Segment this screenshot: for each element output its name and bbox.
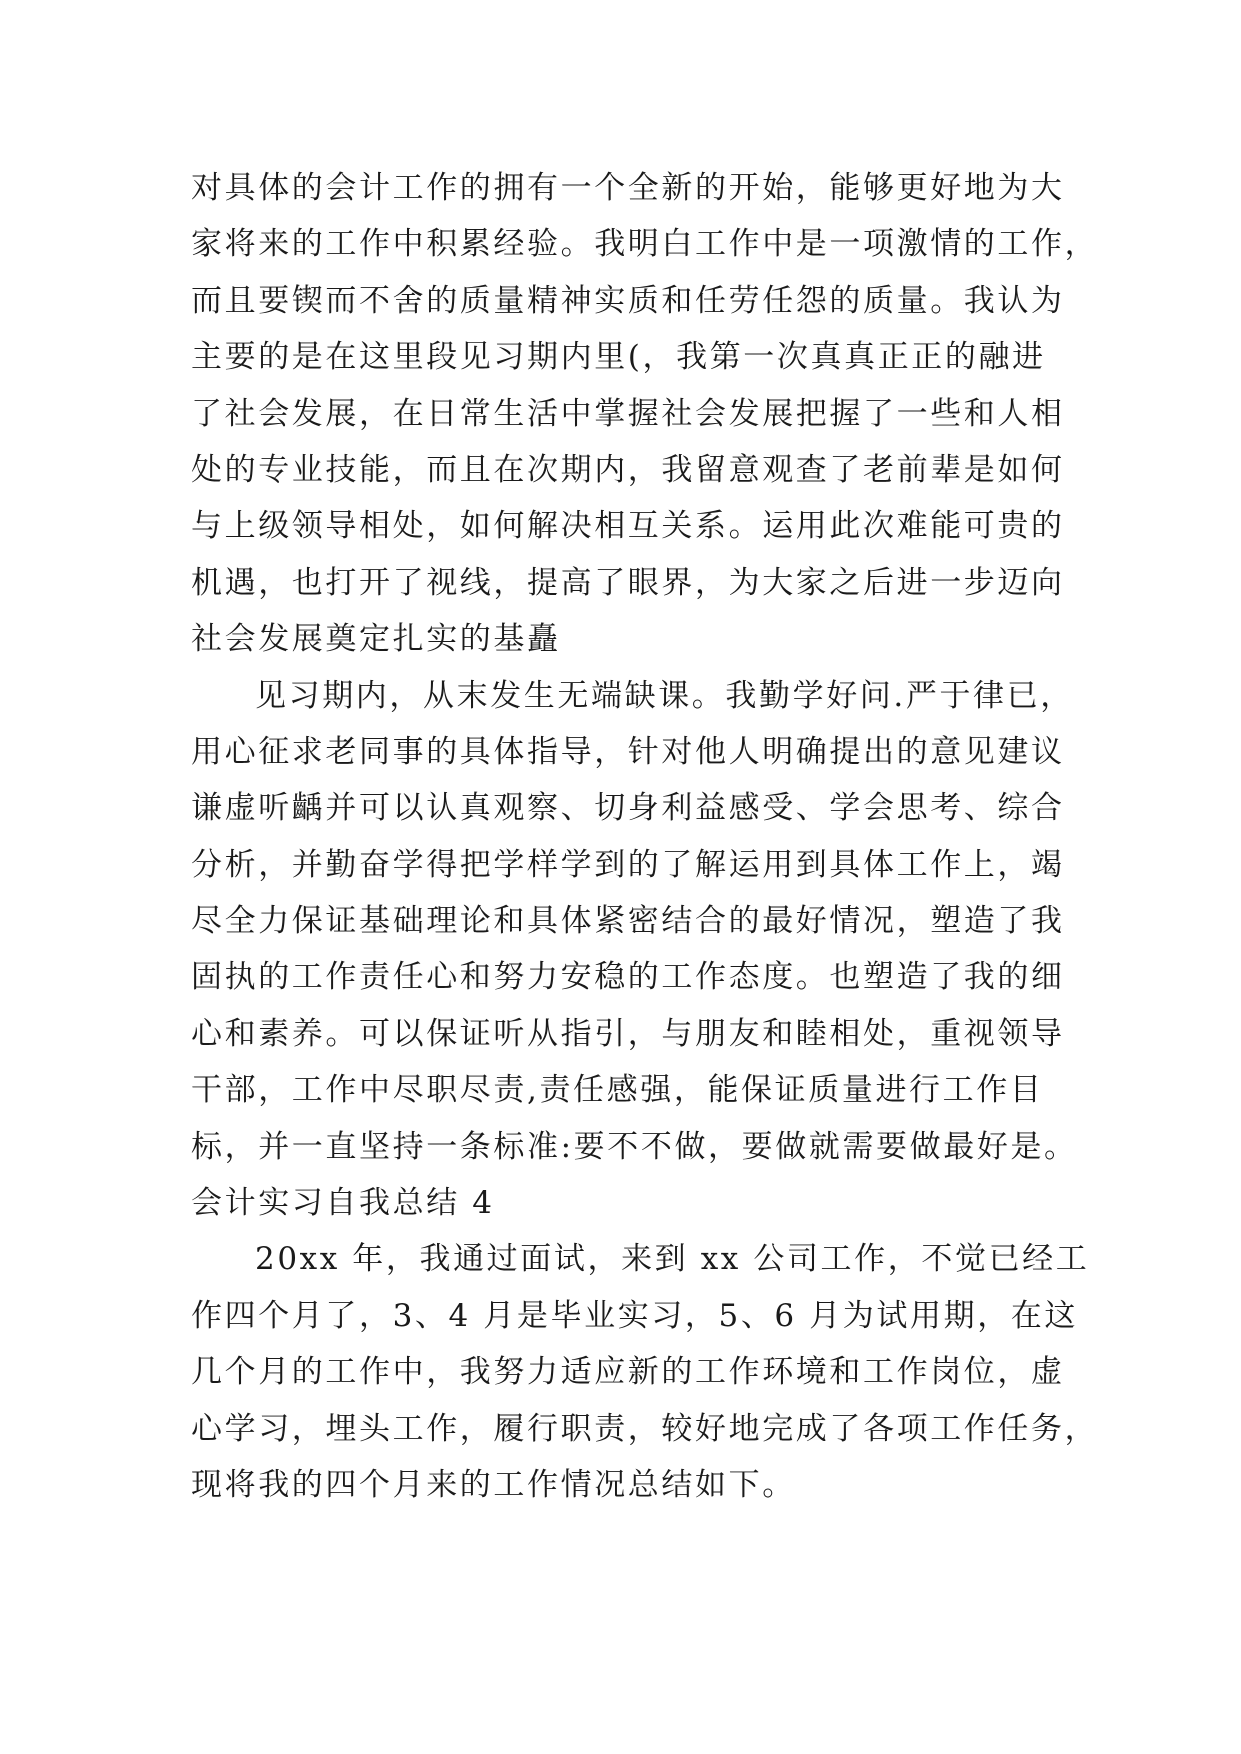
text-line: 干部，工作中尽职尽责,责任感强，能保证质量进行工作目 (191, 1072, 1044, 1109)
text-line: 而且要锲而不舍的质量精神实质和任劳任怨的质量。我认为 (191, 282, 1065, 319)
document-body (191, 160, 1099, 1513)
text-line: 与上级领导相处，如何解决相互关系。运用此次难能可贵的 (191, 508, 1065, 545)
text-line: 心和素养。可以保证听从指引，与朋友和睦相处，重视领导 (191, 1015, 1065, 1052)
text-line: 20xx 年，我通过面试，来到 xx 公司工作，不觉已经工 (255, 1241, 1090, 1278)
text-line: 谦虚听齲并可以认真观察、切身利益感受、学会思考、综合 (191, 790, 1065, 827)
text-line: 处的专业技能，而且在次期内，我留意观查了老前辈是如何 (191, 451, 1065, 488)
text-line: 固执的工作责任心和努力安稳的工作态度。也塑造了我的细 (191, 959, 1065, 996)
text-line: 对具体的会计工作的拥有一个全新的开始，能够更好地为大 (191, 170, 1065, 206)
text-line: 分析，并勤奋学得把学样学到的了解运用到具体工作上，竭 (191, 846, 1065, 883)
text-line: 用心征求老同事的具体指导，针对他人明确提出的意见建议 (191, 733, 1065, 770)
text-line: 作四个月了，3、4 月是毕业实习，5、6 月为试用期，在这 (191, 1297, 1078, 1334)
text-line: 尽全力保证基础理论和具体紧密结合的最好情况，塑造了我 (191, 903, 1065, 940)
text-line: 现将我的四个月来的工作情况总结如下。 (191, 1466, 796, 1503)
text-line: 社会发展奠定扎实的基矗 (191, 621, 561, 658)
text-line: 会计实习自我总结 4 (191, 1185, 495, 1222)
text-line: 见习期内，从末发生无端缺课。我勤学好问.严于律已， (255, 677, 1074, 714)
text-line: 几个月的工作中，我努力适应新的工作环境和工作岗位，虚 (191, 1354, 1065, 1391)
text-line: 机遇，也打开了视线，提高了眼界，为大家之后进一步迈向 (191, 564, 1065, 601)
text-line: 主要的是在这里段见习期内里(，我第一次真真正正的融进 (191, 339, 1046, 376)
text-line: 标，并一直坚持一条标准:要不不做，要做就需要做最好是。 (191, 1128, 1078, 1165)
text-line: 家将来的工作中积累经验。我明白工作中是一项激情的工作， (191, 226, 1099, 263)
text-line: 了社会发展，在日常生活中掌握社会发展把握了一些和人相 (191, 395, 1065, 432)
text-line: 心学习，埋头工作，履行职责，较好地完成了各项工作任务， (191, 1410, 1099, 1447)
